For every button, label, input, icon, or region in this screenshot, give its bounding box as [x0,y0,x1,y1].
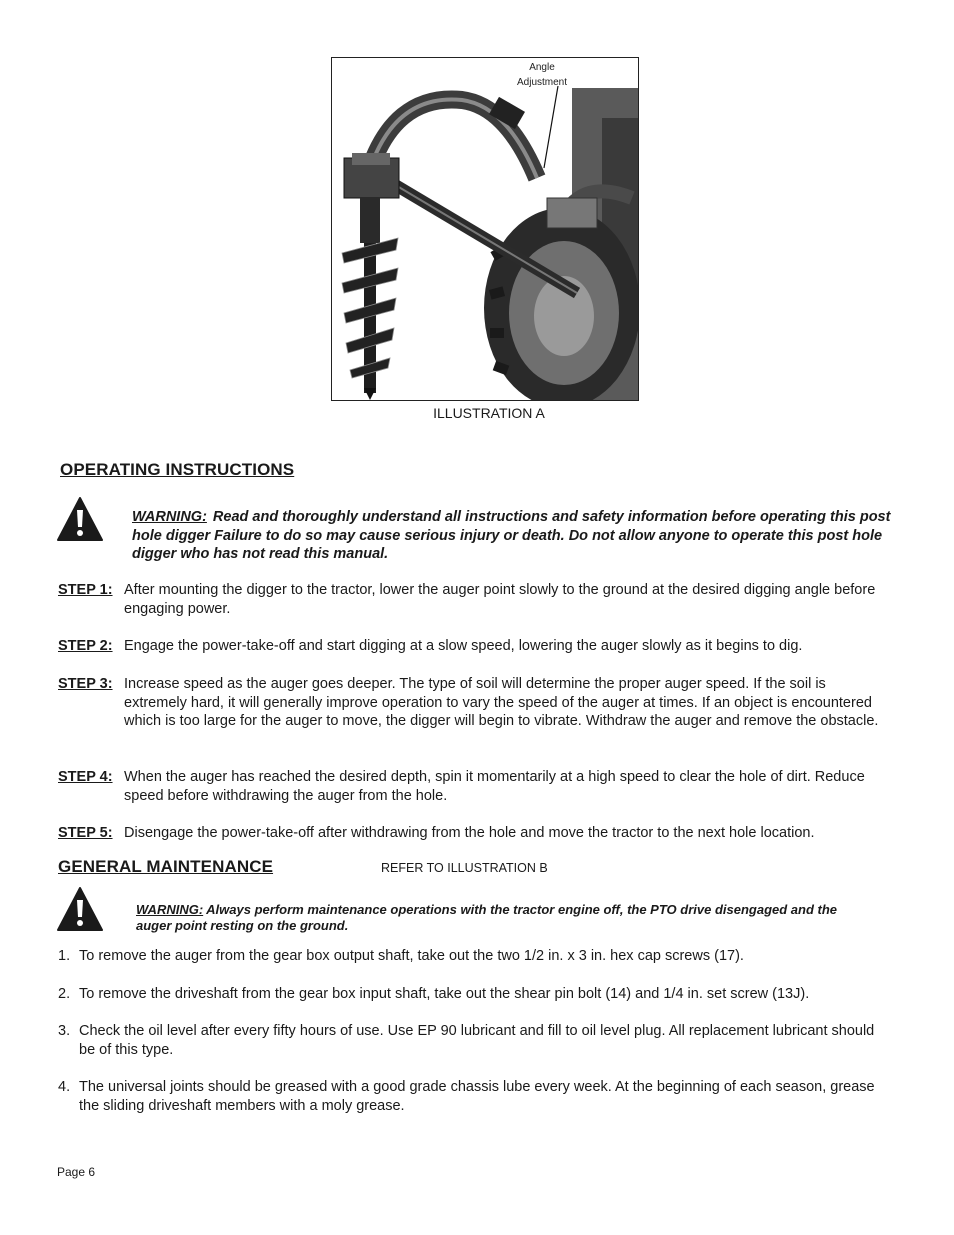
step-5 [58,824,888,843]
item-number: 3. [58,1023,71,1039]
warning-text: Always perform maintenance operations with the tractor engine off, the PTO drive disengaged and the auger point resting on the ground. [136,902,838,933]
maintenance-item-3 [58,1022,888,1060]
callout-line-2: Adjustment [516,77,568,88]
warning-label: WARNING: [132,509,207,525]
step-text: When the auger has reached the desired depth, spin it momentarily at a high speed to clear the hole of dirt. Reduce speed before withdrawing the auger from the hole. [124,769,865,804]
step-text: Disengage the power-take-off after withdrawing from the hole and move the tractor to the next hole location. [124,825,815,841]
step-label: STEP 5: [58,825,113,841]
step-text: Increase speed as the auger goes deeper. The type of soil will determine the proper auger speed. If the soil is extremely hard, it will generally improve operation to vary the speed of the auger at times. If an object is encountered which is too large for the auger to move, the digger will begin to vibrate. Withdraw the auger and remove the obstacle. [124,676,879,729]
step-4 [58,768,888,805]
maintenance-item-4 [58,1078,888,1116]
illustration-photo [331,57,639,401]
item-text: Check the oil level after every fifty hours of use. Use EP 90 lubricant and fill to oil level plug. All replacement lubricant should be of this type. [79,1023,875,1058]
illustration-caption: ILLUSTRATION A [433,405,545,421]
page-number: Page 6 [57,1165,96,1179]
step-label: STEP 4: [58,769,113,785]
warning-triangle-icon [57,886,103,932]
warning-label: WARNING: [136,902,204,917]
item-text: To remove the auger from the gear box output shaft, take out the two 1/2 in. x 3 in. hex cap screws (17). [79,948,744,964]
step-3 [58,675,888,731]
step-label: STEP 2: [58,638,113,654]
item-text: The universal joints should be greased with a good grade chassis lube every week. At the beginning of each season, grease the sliding driveshaft members with a moly grease. [79,1079,875,1114]
item-number: 2. [58,986,71,1002]
step-label: STEP 3: [58,676,113,692]
warning-triangle-icon [57,496,103,542]
warning-text: Read and thoroughly understand all instructions and safety information before operating this post hole digger Failure to do so may cause serious injury or death. Do not allow anyone to operate this post hole digger who has not read this manual. [132,509,891,562]
callout-line-1: Angle [529,62,555,73]
step-text: Engage the power-take-off and start digging at a slow speed, lowering the auger slowly as it begins to dig. [124,638,803,654]
operating-instructions-heading: OPERATING INSTRUCTIONS [60,460,295,479]
step-2 [58,637,888,656]
refer-illustration-note: REFER TO ILLUSTRATION B [381,861,548,875]
operating-warning [132,508,892,564]
post-hole-digger-drawing [332,58,639,401]
maintenance-item-2 [58,985,888,1004]
step-label: STEP 1: [58,582,113,598]
step-text: After mounting the digger to the tractor, lower the auger point slowly to the ground at the desired digging angle before engaging power. [124,582,876,617]
maintenance-item-1 [58,947,888,966]
general-maintenance-heading: GENERAL MAINTENANCE [58,857,274,876]
item-text: To remove the driveshaft from the gear box input shaft, take out the shear pin bolt (14) and 1/4 in. set screw (13J). [79,986,810,1002]
maintenance-warning [136,902,856,934]
item-number: 1. [58,948,71,964]
item-number: 4. [58,1079,71,1095]
angle-adjustment-callout [502,60,582,90]
step-1 [58,581,888,618]
